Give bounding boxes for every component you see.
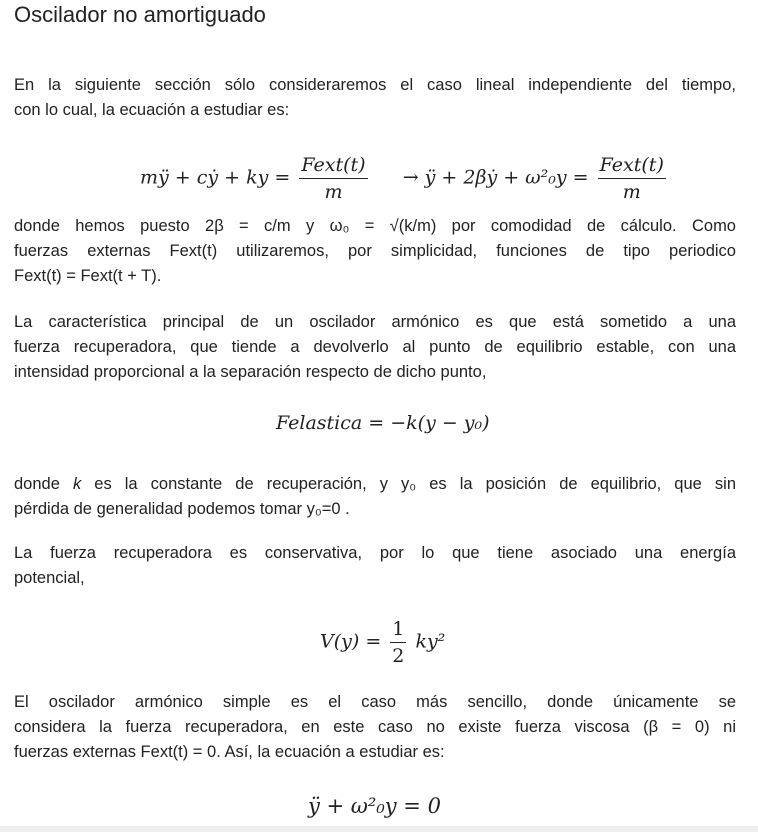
text-line: La característica principal de un oscilador armónico es que está sometido a una — [14, 313, 736, 331]
text-line: con lo cual, la ecuación a estudiar es: — [14, 101, 290, 119]
equation-simple-harmonic: ÿ + ω²₀y = 0 — [308, 794, 441, 818]
text-line: considera la fuerza recuperadora, en este caso no existe fuerza viscosa (β = 0) ni — [14, 718, 736, 736]
text-line: En la siguiente sección sólo consideraremos el caso lineal independiente del tiempo, — [14, 76, 736, 94]
text-line: intensidad proporcional a la separación respecto de dicho punto, — [14, 363, 487, 381]
text-line: pérdida de generalidad podemos tomar y₀=0 . — [14, 500, 350, 518]
paragraph-potential — [14, 541, 736, 591]
paragraph-definitions — [14, 214, 736, 289]
paragraph-intro — [14, 73, 736, 123]
text-line: fuerzas externas Fext(t) utilizaremos, por simplicidad, funciones de tipo periodico — [14, 242, 736, 260]
fraction-denominator: m — [622, 181, 641, 203]
equation-elastic-force: Felastica = −k(y − y₀) — [276, 412, 490, 434]
fraction-numerator: Fext(t) — [299, 154, 367, 179]
equation-motion — [140, 154, 669, 203]
fraction-denominator: m — [324, 181, 343, 203]
fraction — [598, 154, 666, 203]
text-line: fuerzas externas Fext(t) = 0. Así, la ecuación a estudiar es: — [14, 743, 445, 761]
text-line: La fuerza recuperadora es conservativa, por lo que tiene asociado una energía — [14, 544, 736, 562]
fraction — [390, 618, 406, 667]
text-line: donde hemos puesto 2β = c/m y ω₀ = √(k/m) por comodidad de cálculo. Como — [14, 217, 736, 235]
paragraph-restoring-force — [14, 310, 736, 385]
equation-rhs: ky² — [415, 630, 446, 653]
text-line: El oscilador armónico simple es el caso más sencillo, donde únicamente se — [14, 693, 736, 711]
constant-k: k — [72, 475, 82, 493]
equation-lhs: V(y) = — [320, 630, 382, 653]
paragraph-equilibrium — [14, 472, 736, 522]
section-title: Oscilador no amortiguado — [14, 2, 266, 27]
text-line: fuerza recuperadora, que tiende a devolverlo al punto de equilibrio estable, con una — [14, 338, 736, 356]
equation-potential-energy — [320, 618, 445, 667]
fraction-denominator: 2 — [392, 645, 405, 667]
fraction-numerator: Fext(t) — [598, 154, 666, 179]
text-line: donde k es la constante de recuperación, y y₀ es la posición de equilibrio, que sin — [14, 475, 736, 493]
fraction — [299, 154, 367, 203]
fraction-numerator: 1 — [390, 618, 406, 643]
equation-normalized: → ÿ + 2βẏ + ω²₀y = — [402, 166, 589, 189]
bottom-divider — [0, 826, 758, 832]
equation-lhs: mÿ + cẏ + ky = — [140, 166, 291, 189]
text-line: potencial, — [14, 569, 85, 587]
text-line: Fext(t) = Fext(t + T). — [14, 267, 162, 285]
paragraph-simple-oscillator — [14, 690, 736, 765]
